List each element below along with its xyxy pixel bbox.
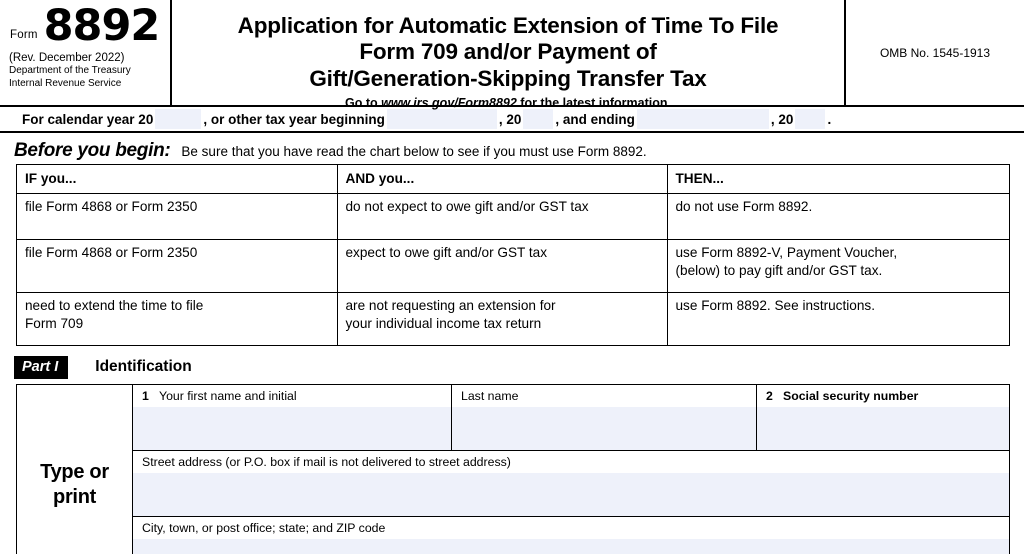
calendar-year-text-3: , 20 — [498, 111, 522, 127]
eligibility-chart-table — [17, 165, 1009, 345]
table-row — [17, 293, 1009, 346]
first-name-label — [133, 385, 451, 407]
form-word-label: Form — [10, 29, 38, 42]
form-title-line-2: Form 709 and/or Payment of — [359, 39, 657, 65]
cell-then — [667, 293, 1009, 346]
tax-year-ending-year-input[interactable] — [795, 109, 825, 129]
tax-year-beginning-year-input[interactable] — [523, 109, 553, 129]
ssn-label — [757, 385, 1009, 407]
cell-and — [337, 240, 667, 293]
cell-text: need to extend the time to file — [25, 298, 204, 314]
cell-and — [337, 194, 667, 240]
ssn-input[interactable] — [757, 407, 1009, 450]
cell-then — [667, 240, 1009, 293]
name-row — [133, 385, 1009, 451]
before-you-begin-body: Be sure that you have read the chart below to see if you must use Form 8892. — [181, 144, 647, 159]
calendar-year-text-2: , or other tax year beginning — [203, 111, 385, 127]
first-name-input[interactable] — [133, 407, 451, 450]
cell-if — [17, 293, 337, 346]
last-name-label: Last name — [452, 385, 756, 407]
calendar-year-input-1[interactable] — [155, 109, 201, 129]
line-number-1: 1 — [142, 389, 149, 404]
omb-number: OMB No. 1545-1913 — [879, 45, 991, 60]
cell-text: file Form 4868 or Form 2350 — [25, 199, 198, 215]
cell-if — [17, 240, 337, 293]
part-1-header — [14, 354, 1024, 380]
form-title-block — [170, 0, 846, 110]
form-title-line-3: Gift/Generation-Skipping Transfer Tax — [309, 65, 707, 91]
cell-text: file Form 4868 or Form 2350 — [25, 245, 198, 261]
department-line-2: Internal Revenue Service — [9, 77, 122, 89]
city-state-zip-row — [133, 517, 1009, 554]
department-line-1: Department of the Treasury — [9, 65, 131, 77]
cell-text: expect to owe gift and/or GST tax — [345, 245, 547, 261]
tax-year-ending-input[interactable] — [637, 109, 769, 129]
calendar-year-text-5: , 20 — [770, 111, 794, 127]
column-header-then: THEN... — [667, 165, 1009, 194]
identification-fields — [133, 385, 1009, 554]
cell-if — [17, 194, 337, 240]
ssn-label-text: Social security number — [783, 389, 919, 404]
before-you-begin-lead: Before you begin: — [14, 140, 171, 161]
before-you-begin-row — [0, 133, 1024, 164]
street-address-input[interactable] — [133, 473, 1009, 516]
cell-text: are not requesting an extension for — [345, 298, 556, 314]
cell-text: your individual income tax return — [345, 316, 542, 332]
calendar-year-text-1: For calendar year 20 — [22, 111, 154, 127]
street-address-row — [133, 451, 1009, 517]
type-or-print-line-1: Type or — [40, 461, 109, 484]
part-1-title: Identification — [95, 358, 192, 376]
cell-text: do not expect to owe gift and/or GST tax — [345, 199, 589, 215]
last-name-input[interactable] — [452, 407, 756, 450]
goto-instruction — [345, 96, 671, 110]
calendar-year-text-6: . — [827, 111, 832, 127]
cell-text: Form 709 — [25, 316, 84, 332]
calendar-year-row — [0, 107, 1024, 133]
table-row — [17, 240, 1009, 293]
city-state-zip-field-group — [133, 517, 1009, 554]
first-name-label-text: Your first name and initial — [159, 389, 297, 404]
first-name-field-group — [133, 385, 451, 450]
tax-year-beginning-input[interactable] — [387, 109, 497, 129]
table-header-row — [17, 165, 1009, 194]
omb-block — [846, 0, 1024, 105]
identification-section — [16, 384, 1010, 554]
form-identity-block — [0, 0, 170, 105]
goto-prefix: Go to — [345, 95, 382, 110]
cell-text: (below) to pay gift and/or GST tax. — [675, 263, 883, 279]
goto-url[interactable]: www.irs.gov/Form8892 — [381, 95, 517, 110]
part-1-tag: Part I — [14, 356, 68, 379]
last-name-field-group — [451, 385, 756, 450]
cell-and — [337, 293, 667, 346]
line-number-2: 2 — [766, 389, 773, 404]
form-header — [0, 0, 1024, 110]
street-address-label: Street address (or P.O. box if mail is not delivered to street address) — [133, 451, 1009, 473]
city-state-zip-label: City, town, or post office; state; and ZIP code — [133, 517, 1009, 539]
calendar-year-text-4: , and ending — [555, 111, 635, 127]
cell-text: use Form 8892. See instructions. — [675, 298, 875, 314]
type-or-print-line-2: print — [53, 485, 96, 508]
street-address-field-group — [133, 451, 1009, 516]
table-row — [17, 194, 1009, 240]
column-header-and: AND you... — [337, 165, 667, 194]
type-or-print-label — [17, 385, 133, 554]
goto-suffix: for the latest information. — [516, 95, 671, 110]
cell-text: do not use Form 8892. — [675, 199, 813, 215]
eligibility-chart — [16, 164, 1010, 346]
revision-date: (Rev. December 2022) — [9, 51, 125, 64]
city-state-zip-input[interactable] — [133, 539, 1009, 554]
cell-then — [667, 194, 1009, 240]
ssn-field-group — [756, 385, 1009, 450]
form-number: 8892 — [43, 1, 160, 51]
column-header-if: IF you... — [17, 165, 337, 194]
cell-text: use Form 8892-V, Payment Voucher, — [675, 245, 898, 261]
form-title-line-1: Application for Automatic Extension of Time To File — [237, 13, 779, 38]
